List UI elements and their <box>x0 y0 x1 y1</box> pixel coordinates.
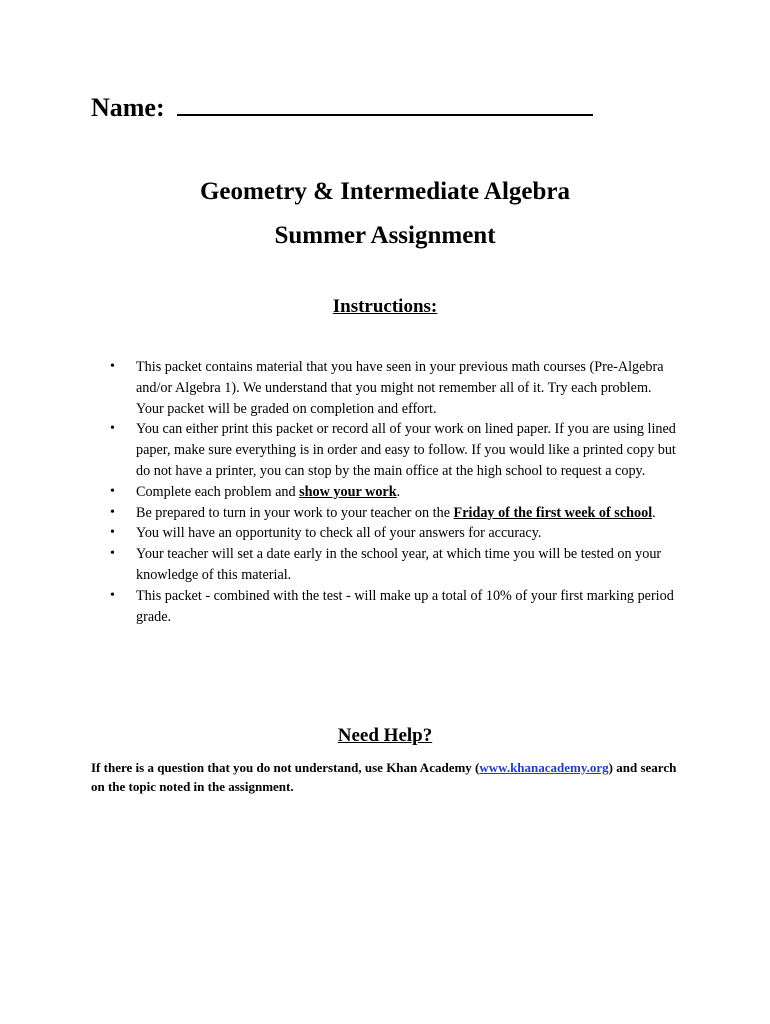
name-field-line <box>91 92 593 123</box>
list-item <box>108 419 678 481</box>
list-item <box>108 503 678 524</box>
list-item-text: You will have an opportunity to check all of your answers for accuracy. <box>136 525 542 542</box>
name-label: Name: <box>91 93 165 122</box>
list-item <box>108 544 678 586</box>
list-item-text: Your teacher will set a date early in the school year, at which time you will be tested on your knowledge of this material. <box>136 546 662 583</box>
list-item <box>108 586 678 628</box>
list-item-emphasis: show your work <box>299 483 397 500</box>
name-blank[interactable] <box>177 92 593 116</box>
help-heading: Need Help? <box>337 725 433 746</box>
list-item <box>108 523 678 544</box>
list-item <box>108 482 678 503</box>
list-item-text: This packet - combined with the test - will make up a total of 10% of your first marking period grade. <box>136 587 674 625</box>
help-text-before: If there is a question that you do not understand, use Khan Academy ( <box>91 760 480 775</box>
help-text-after: ) and search on the topic noted in the assignment. <box>91 760 677 794</box>
list-item-text: Complete each problem and <box>136 483 300 500</box>
document-title: Geometry & Intermediate Algebra <box>199 178 571 205</box>
instructions-heading: Instructions: <box>332 296 438 317</box>
help-paragraph <box>91 759 686 796</box>
list-item-emphasis: Friday of the first week of school <box>453 504 653 521</box>
list-item-text: . <box>396 483 401 500</box>
list-item-text: . <box>652 504 656 521</box>
list-item <box>108 357 678 419</box>
document-subtitle: Summer Assignment <box>274 222 496 249</box>
khan-academy-link[interactable]: www.khanacademy.org <box>479 760 609 775</box>
list-item-text: You can either print this packet or record all of your work on lined paper. If you are using lined paper, make sure everything is in order and easy to follow. If you would like a printed copy but do not have a printer, you can stop by the main office at the high school to request a copy. <box>136 421 676 479</box>
instructions-list <box>108 357 678 627</box>
list-item-text: Be prepared to turn in your work to your teacher on the <box>136 504 454 521</box>
list-item-text: This packet contains material that you have seen in your previous math courses (Pre-Algebra and/or Algebra 1). We understand that you might not remember all of it. Try each problem. Your packet will be graded on completion and effort. <box>136 359 664 417</box>
